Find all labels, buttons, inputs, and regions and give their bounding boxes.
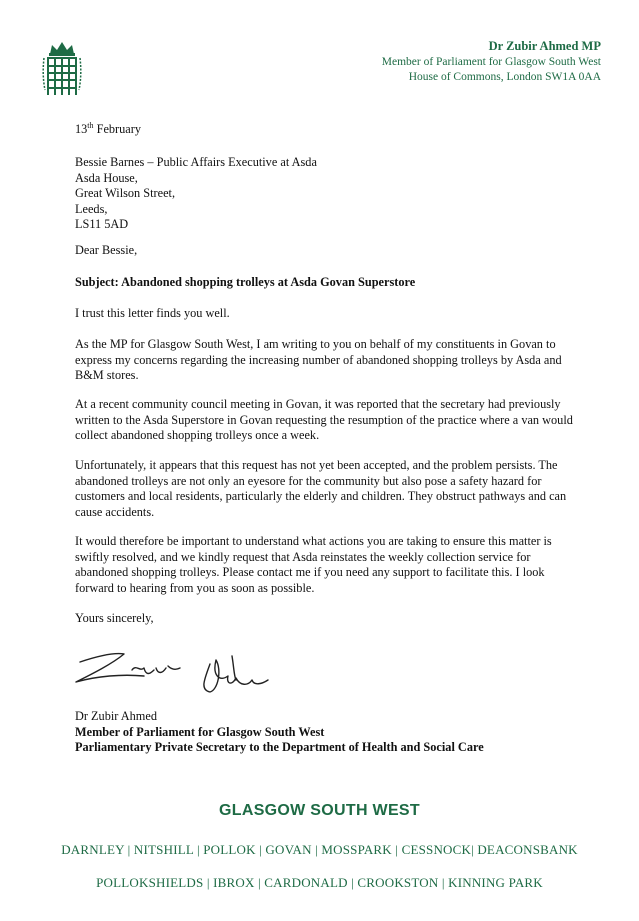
closing: Yours sincerely, [75,611,154,625]
mp-name: Dr Zubir Ahmed MP [488,39,601,53]
signatory-title: Member of Parliament for Glasgow South West [75,724,325,739]
recipient-line: Great Wilson Street, [75,186,176,201]
body-paragraph: Unfortunately, it appears that this request has not yet been accepted, and the problem persists. The abandoned trolleys are not only an eyesore for the community but also pose a safety hazard for customers and local residents, particularly the elderly and children. They obstruct pathways and can cause accidents. [75,458,567,519]
signatory-name: Dr Zubir Ahmed [75,709,157,723]
letter-date: 13th February [75,120,141,136]
mp-header [382,39,601,86]
body-paragraph: I trust this letter finds you well. [75,306,230,320]
portcullis-crown-icon [40,40,84,100]
signatory-block [75,709,575,756]
recipient-address [75,155,575,233]
recipient-line: LS11 5AD [75,217,129,232]
footer-areas: DARNLEY | NITSHILL | POLLOK | GOVAN | MOSSPARK | CESSNOCK| DEACONSBANK [61,842,578,857]
handwritten-signature [72,640,287,700]
recipient-line: Leeds, [75,201,108,216]
mp-role: Member of Parliament for Glasgow South West [381,55,601,68]
recipient-line: Asda House, [75,170,138,185]
body-paragraph: It would therefore be important to understand what actions you are taking to ensure this matter is swiftly resolved, and we kindly request that Asda reinstates the weekly collection service for abandoned shopping trolleys. Please contact me if you need any support to facilitate this. I look forward to hearing from you as soon as possible. [75,534,552,595]
subject-line: Subject: Abandoned shopping trolleys at Asda Govan Superstore [75,275,416,289]
recipient-line: Bessie Barnes – Public Affairs Executive at Asda [75,155,317,169]
body-paragraph: At a recent community council meeting in Govan, it was reported that the secretary had previously written to the Asda Superstore in Govan requesting the resumption of the practice where a van would collect abandoned shopping trolleys once a week. [75,397,573,443]
body-paragraph: As the MP for Glasgow South West, I am writing to you on behalf of my constituents in Govan to express my concerns regarding the increasing number of abandoned shopping trolleys by Asda and B&M stores. [75,337,562,383]
signatory-title: Parliamentary Private Secretary to the Department of Health and Social Care [75,740,484,755]
footer-areas: POLLOKSHIELDS | IBROX | CARDONALD | CROOKSTON | KINNING PARK [96,875,543,890]
mp-address: House of Commons, London SW1A 0AA [408,71,601,83]
footer-title: GLASGOW SOUTH WEST [219,802,420,819]
salutation: Dear Bessie, [75,243,138,257]
